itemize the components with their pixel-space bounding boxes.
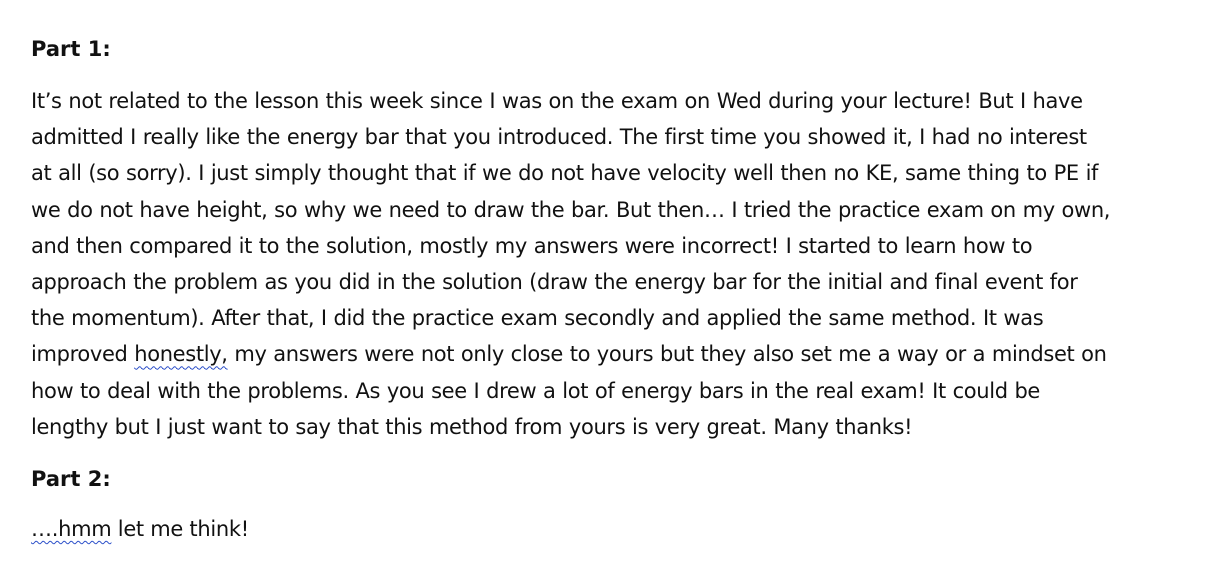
paragraph-line [31, 342, 1107, 366]
paragraph-line: approach the problem as you did in the solution (draw the energy bar for the initial and final event for [31, 270, 1078, 295]
paragraph-line: how to deal with the problems. As you see I drew a lot of energy bars in the real exam! It could be [31, 378, 1041, 403]
part-1-heading: Part 1: [31, 37, 111, 61]
line-text: my answers were not only close to yours but they also set me a way or a mindset on [227, 342, 1107, 367]
line-text: let me think! [111, 517, 249, 542]
part-1-paragraph[interactable] [31, 83, 1199, 445]
paragraph-line: admitted I really like the energy bar that you introduced. The first time you showed it, I had no interest [31, 125, 1087, 150]
part-2-paragraph[interactable] [31, 515, 1199, 543]
paragraph-line: lengthy but I just want to say that this method from yours is very great. Many thanks! [31, 414, 913, 439]
paragraph-line: It’s not related to the lesson this week since I was on the exam on Wed during your lecture! But I have [31, 89, 1083, 113]
line-text: improved [31, 342, 135, 367]
part-2-heading: Part 2: [31, 467, 111, 492]
paragraph-line: and then compared it to the solution, mostly my answers were incorrect! I started to learn how to [31, 233, 1033, 258]
paragraph-line: we do not have height, so why we need to draw the bar. But then… I tried the practice exam on my own, [31, 197, 1111, 222]
spellcheck-flagged-word[interactable]: honestly, [134, 342, 228, 367]
paragraph-line: the momentum). After that, I did the practice exam secondly and applied the same method. It was [31, 306, 1044, 331]
spellcheck-flagged-word[interactable]: ….hmm [31, 517, 112, 542]
paragraph-line: at all (so sorry). I just simply thought that if we do not have velocity well then no KE, same thing to PE if [31, 161, 1099, 186]
